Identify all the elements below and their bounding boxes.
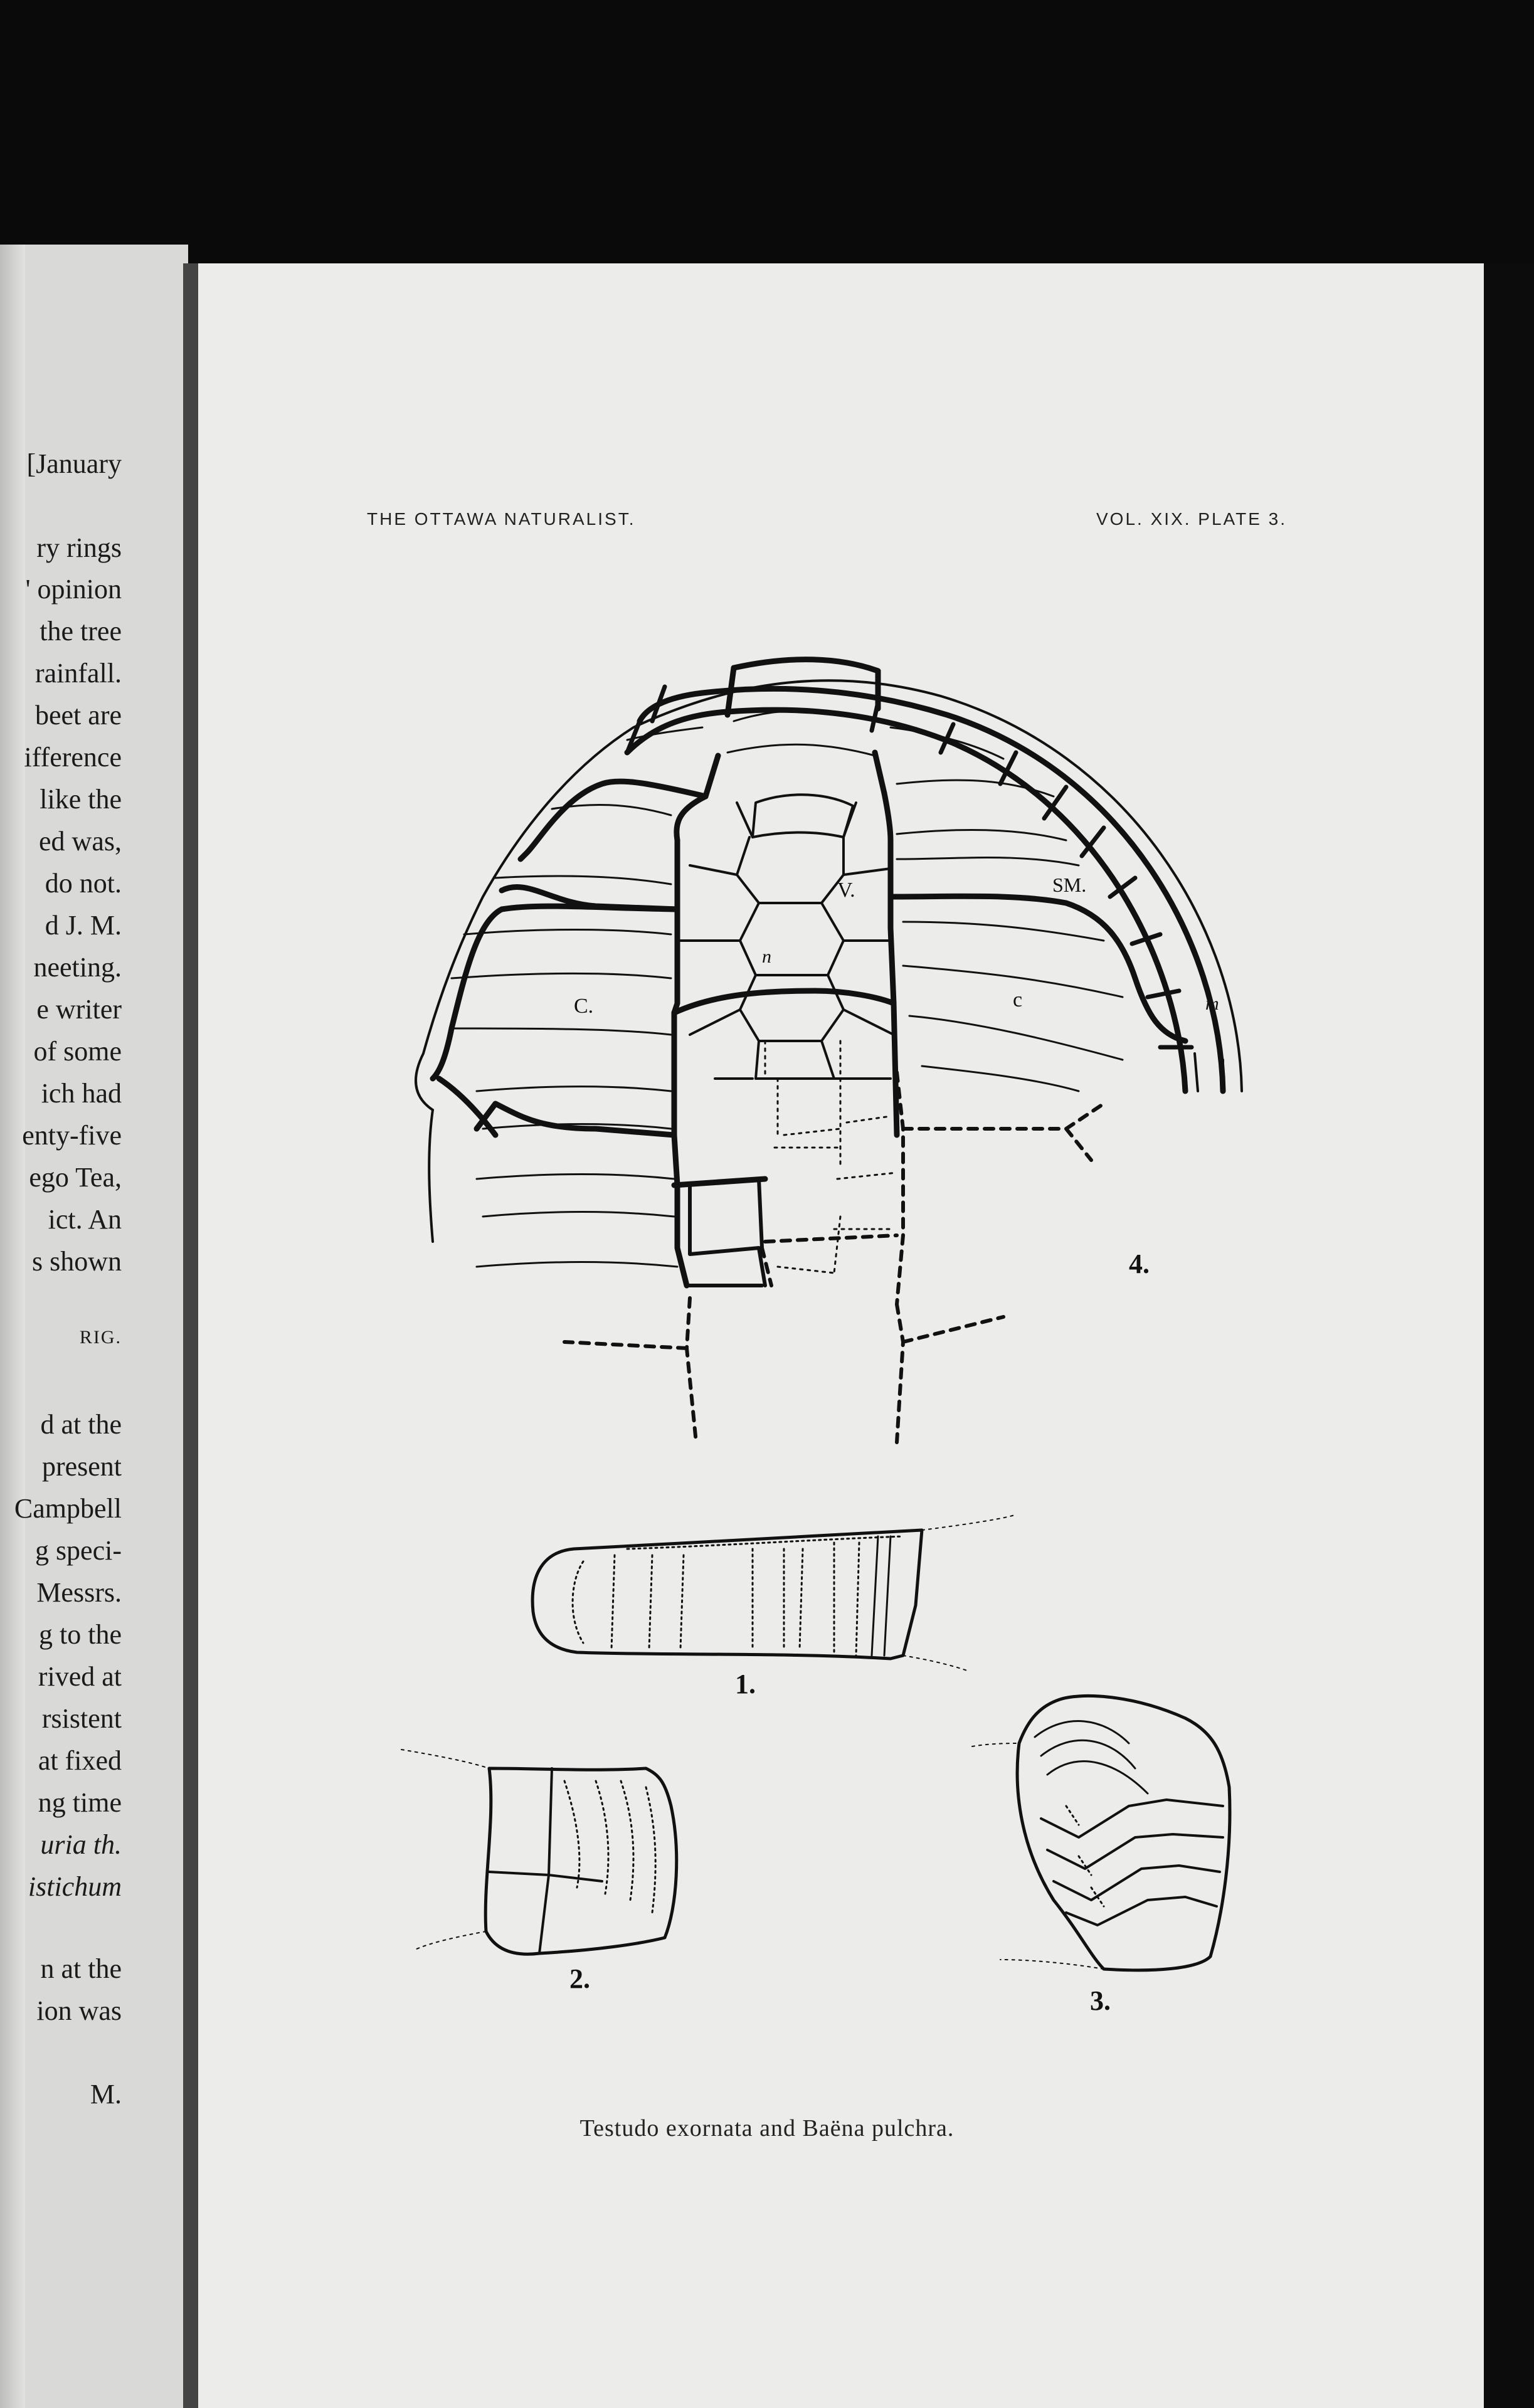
- facing-line: g speci-: [34, 1535, 122, 1566]
- facing-line: rsistent: [41, 1703, 122, 1734]
- facing-line: Messrs.: [36, 1577, 122, 1608]
- facing-line: [January: [26, 448, 122, 479]
- supramarginal-label: SM.: [1052, 874, 1087, 896]
- figure-4-number: 4.: [1129, 1249, 1150, 1279]
- costal-left-label: C.: [574, 995, 594, 1018]
- marginal-label: m: [1205, 993, 1219, 1014]
- journal-title: THE OTTAWA NATURALIST.: [367, 509, 636, 529]
- facing-line: enty-five: [22, 1120, 122, 1151]
- facing-line: g to the: [39, 1619, 122, 1650]
- facing-line: s shown: [31, 1246, 122, 1277]
- figure-1-drawing: [532, 1514, 1016, 1671]
- facing-line: rainfall.: [34, 658, 122, 689]
- facing-line: M.: [90, 2079, 122, 2110]
- facing-line: of some: [33, 1036, 122, 1067]
- facing-line: like the: [40, 784, 122, 815]
- facing-line: the tree: [40, 616, 122, 647]
- facing-line: beet are: [35, 700, 122, 731]
- volume-plate-number: VOL. XIX. PLATE 3.: [1096, 509, 1288, 529]
- facing-line: ry rings: [36, 532, 122, 563]
- neural-label: n: [762, 946, 771, 967]
- figure-3-number: 3.: [1090, 1985, 1111, 2016]
- facing-line: ifference: [24, 742, 122, 773]
- facing-line: ed was,: [39, 826, 122, 857]
- facing-line: ich had: [41, 1078, 122, 1109]
- figure-2-number: 2.: [569, 1963, 590, 1994]
- facing-line: present: [41, 1451, 122, 1482]
- figure-1-number: 1.: [735, 1669, 756, 1699]
- facing-line: ' opinion: [25, 574, 122, 605]
- facing-line: n at the: [40, 1953, 122, 1984]
- facing-line: e writer: [36, 994, 122, 1025]
- facing-line: neeting.: [33, 952, 122, 983]
- facing-line: ion was: [36, 1995, 122, 2026]
- plate-caption: Testudo exornata and Baëna pulchra.: [579, 2115, 955, 2141]
- costal-right-label: c: [1013, 988, 1023, 1011]
- facing-line: do not.: [45, 868, 122, 899]
- figure-4-carapace-drawing: [416, 660, 1242, 1442]
- facing-line: rived at: [38, 1661, 122, 1692]
- facing-line: d J. M.: [45, 910, 122, 941]
- facing-line: istichum: [28, 1871, 122, 1902]
- facing-line: uria th.: [40, 1829, 122, 1860]
- facing-line: Campbell: [14, 1493, 122, 1524]
- facing-line: ict. An: [48, 1204, 122, 1235]
- facing-line: RIG.: [79, 1327, 122, 1348]
- facing-line: ego Tea,: [29, 1162, 122, 1193]
- facing-line: at fixed: [38, 1745, 122, 1776]
- facing-line: ng time: [38, 1787, 122, 1818]
- facing-line: d at the: [40, 1409, 122, 1440]
- figure-3-drawing: [972, 1696, 1230, 1970]
- figure-2-drawing: [401, 1750, 677, 1954]
- vertebral-label: V.: [837, 879, 855, 902]
